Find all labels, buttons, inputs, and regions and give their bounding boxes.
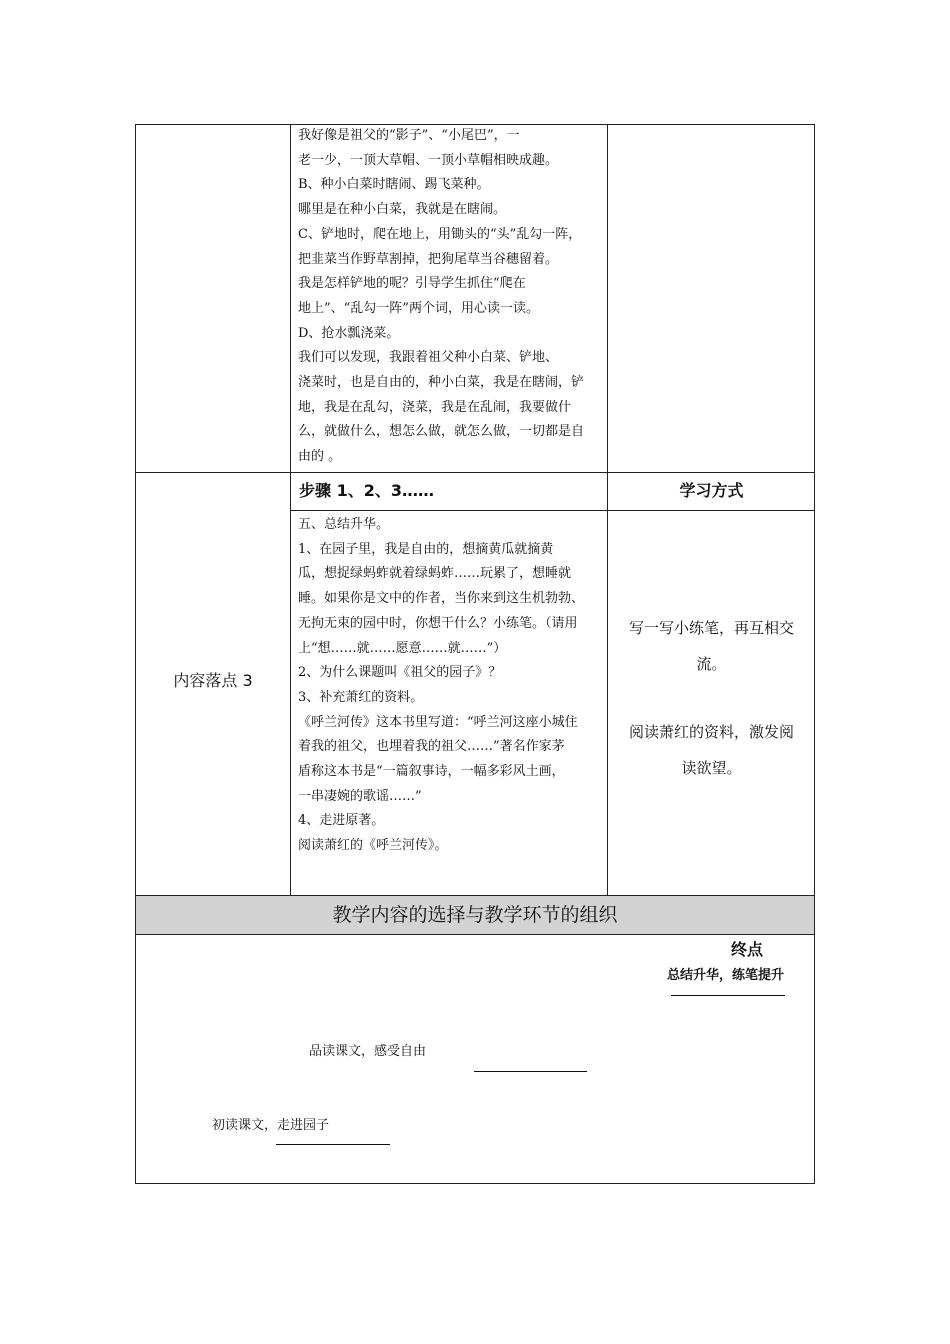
- text-line: 老一少，一顶大草帽、一顶小草帽相映成趣。: [298, 152, 559, 168]
- text-line: 么，就做什么，想怎么做，就怎么做，一切都是自: [298, 424, 585, 440]
- text-line: 睡。如果你是文中的作者，当你来到这生机勃勃、: [298, 591, 585, 607]
- stage-2-line: [474, 1071, 587, 1072]
- text-line: 我好像是祖父的“影子”、“小尾巴”，一: [298, 128, 520, 143]
- text-line: 哪里是在种小白菜，我就是在瞎闹。: [298, 202, 507, 218]
- text-line: 3、补充萧红的资料。: [298, 689, 424, 705]
- row-divider-1: [135, 472, 815, 473]
- stage-3-line: [671, 995, 785, 996]
- text-line: 2、为什么课题叫《祖父的园子》？: [298, 665, 502, 681]
- text-line: 盾称这本书是“一篇叙事诗，一幅多彩风土画，: [298, 764, 565, 780]
- stage-2-label: 品读课文，感受自由: [309, 1044, 427, 1059]
- text-line: 4、走进原著。: [298, 813, 385, 829]
- text-line: C、铲地时，爬在地上，用锄头的“头”乱勾一阵，: [298, 226, 582, 242]
- steps-header: 步骤 1、2、3……: [299, 481, 434, 500]
- text-line: 阅读萧红的《呼兰河传》。: [298, 838, 448, 854]
- text-line: 上“想……就……愿意……就……”）: [298, 640, 507, 656]
- stage-1-label: 初读课文，走进园子: [212, 1118, 330, 1133]
- method-line: 写一写小练笔，再互相交: [628, 619, 794, 637]
- text-line: 我们可以发现，我跟着祖父种小白菜、铲地、: [298, 350, 559, 366]
- stage-3-label: 总结升华，练笔提升: [667, 968, 785, 983]
- text-line: 由的 。: [298, 449, 342, 465]
- content-point-text: [298, 513, 584, 859]
- stage-1-line: [276, 1144, 390, 1145]
- learning-method-1: [608, 610, 815, 682]
- text-line: 《呼兰河传》这本书里写道：“呼兰河这座小城住: [298, 714, 578, 730]
- text-line: 地，我是在乱勾，浇菜，我是在乱闹，我要做什: [298, 399, 572, 415]
- row-divider-4: [135, 934, 815, 935]
- text-line: 我是怎样铲地的呢？引导学生抓住“爬在: [298, 276, 526, 292]
- text-line: 1、在园子里，我是自由的，想摘黄瓜就摘黄: [298, 541, 554, 557]
- text-line: 无拘无束的园中时，你想干什么？小练笔。（请用: [298, 615, 578, 631]
- learning-method-2: [608, 714, 815, 786]
- method-line: 流。: [696, 655, 727, 673]
- method-line: 读欲望。: [681, 759, 742, 777]
- row-divider-2: [290, 510, 815, 511]
- text-line: B、种小白菜时瞎闹、踢飞菜种。: [298, 177, 490, 193]
- method-line: 阅读萧红的资料，激发阅: [628, 723, 794, 741]
- text-line: 地上”、“乱勾一阵”两个词，用心读一读。: [298, 300, 539, 316]
- text-line: D、抢水瓢浇菜。: [298, 325, 400, 341]
- text-line: 着我的祖父，也埋着我的祖父……”著名作家茅: [298, 739, 565, 755]
- text-line: 瓜，想捉绿蚂蚱就着绿蚂蚱……玩累了，想睡就: [298, 566, 572, 582]
- text-line: 浇菜时，也是自由的，种小白菜，我是在瞎闹，铲: [298, 375, 585, 391]
- text-line: 把韭菜当作野草割掉，把狗尾草当谷穗留着。: [298, 251, 559, 267]
- method-header: 学习方式: [679, 481, 744, 500]
- end-label: 终点: [731, 940, 764, 959]
- section-title: 教学内容的选择与教学环节的组织: [332, 904, 618, 926]
- text-line: 五、总结升华。: [298, 517, 390, 532]
- top-section-text: [298, 124, 584, 470]
- content-point-label: 内容落点 3: [173, 671, 253, 690]
- text-line: 一串凄婉的歌谣……”: [298, 788, 422, 804]
